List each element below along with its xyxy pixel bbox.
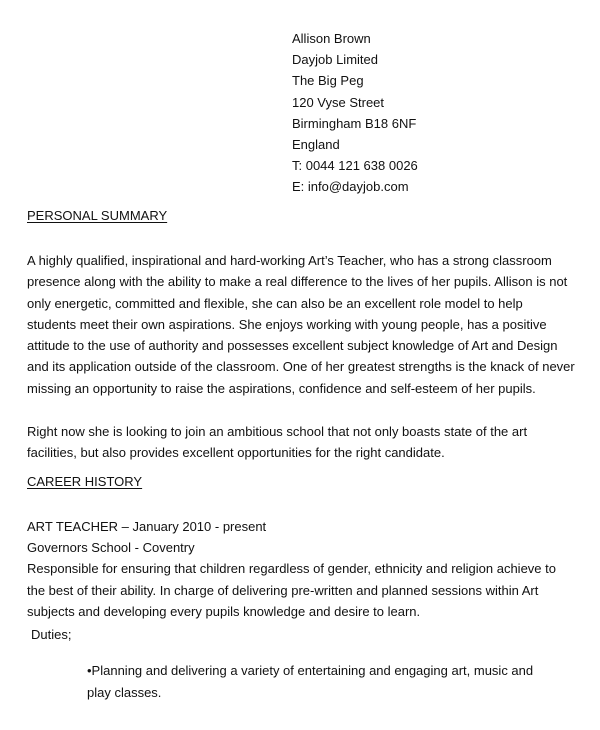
summary-paragraph-1: A highly qualified, inspirational and hard-working Art’s Teacher, who has a strong classroom presence along with the ability to make a real difference to the lives of her pupils. Allison is not only energetic, committed and flexible, she can also be an excellent role model to help students meet their own aspirations. She enjoys working with young people, has a positive attitude to the use of authority and possesses excellent subject knowledge of Art and Design and its application outside of the classroom. One of her greatest strengths is the knack of never missing an opportunity to raise the aspirations, confidence and self-esteem of her pupils.: [27, 253, 575, 396]
duty-item: •Planning and delivering a variety of entertaining and engaging art, music and play classes.: [87, 663, 534, 700]
job-employer: Governors School - Coventry: [27, 540, 195, 556]
contact-country: England: [292, 137, 340, 153]
job-entry: [27, 516, 575, 622]
contact-company: Dayjob Limited: [292, 52, 378, 68]
contact-building: The Big Peg: [292, 73, 364, 89]
contact-city: Birmingham B18 6NF: [292, 115, 417, 131]
job-title: ART TEACHER – January 2010 - present: [27, 519, 267, 534]
summary-paragraph-2: Right now she is looking to join an ambitious school that not only boasts state of the art facilities, but also provides excellent opportunities for the right candidate.: [27, 424, 528, 461]
job-description: Responsible for ensuring that children regardless of gender, ethnicity and religion achieve to the best of their ability. In charge of delivering pre-written and planned sessions within Art subjects and developing every pupils knowledge and desire to learn.: [27, 561, 556, 619]
duties-label: Duties;: [31, 627, 72, 642]
career-history-heading: CAREER HISTORY: [27, 474, 143, 489]
contact-phone: T: 0044 121 638 0026: [292, 158, 418, 174]
contact-name: Allison Brown: [292, 31, 371, 46]
contact-email: E: info@dayjob.com: [292, 179, 409, 195]
personal-summary-heading: PERSONAL SUMMARY: [27, 208, 168, 223]
contact-street: 120 Vyse Street: [292, 94, 385, 110]
contact-block: [292, 28, 418, 198]
